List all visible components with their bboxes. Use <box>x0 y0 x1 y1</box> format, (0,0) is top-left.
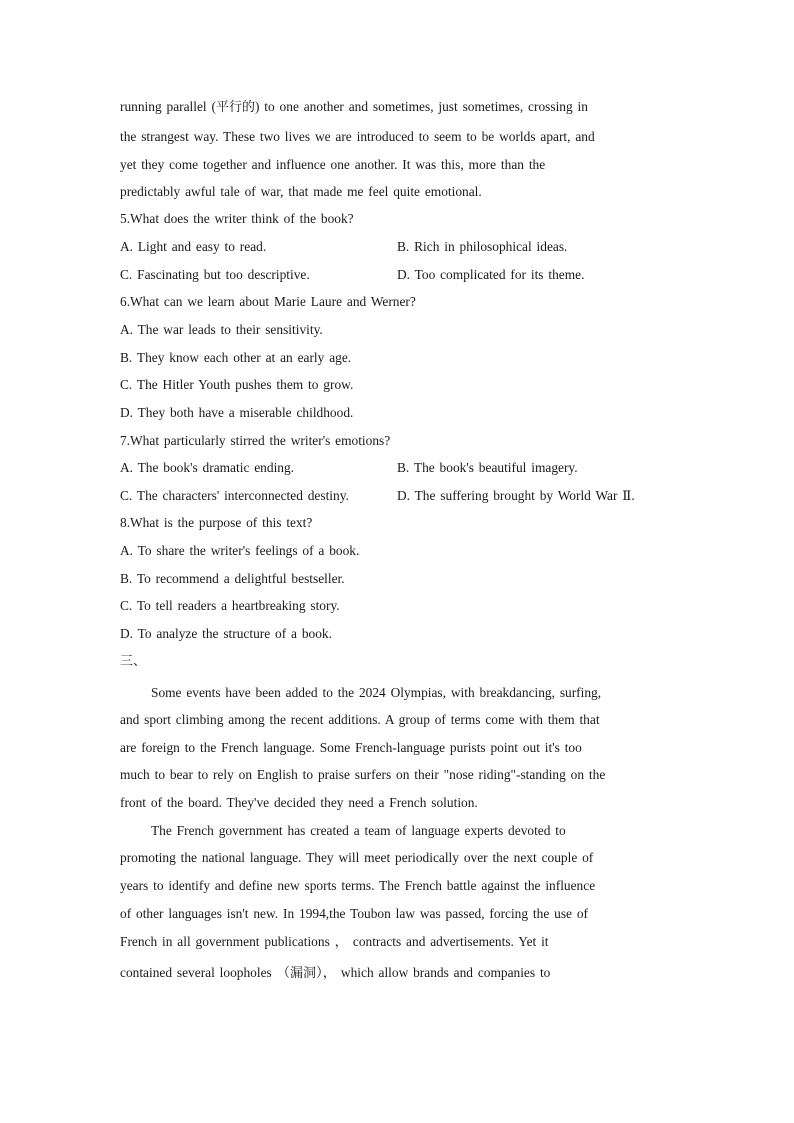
question-7-option-d: D. The suffering brought by World War Ⅱ. <box>397 488 635 503</box>
question-6-option-d: D. They both have a miserable childhood. <box>120 405 354 420</box>
question-8-stem: 8.What is the purpose of this text? <box>120 515 313 530</box>
question-8-option-a: A. To share the writer's feelings of a book. <box>120 543 360 558</box>
section-heading: 三、 <box>120 654 147 669</box>
passage-b-line-1-text: running parallel ( <box>120 99 216 114</box>
passage-c-p2-line-6 <box>120 964 550 983</box>
passage-b-line-1 <box>120 98 588 117</box>
question-7-option-c: C. The characters' interconnected destiny. <box>120 488 349 503</box>
passage-b-line-1-rest: ) to one another and sometimes, just sometimes, crossing in <box>254 99 588 114</box>
passage-c-gloss: 漏洞 <box>289 966 316 981</box>
passage-c-p1-line-5: front of the board. They've decided they need a French solution. <box>120 795 478 810</box>
question-6-option-b: B. They know each other at an early age. <box>120 350 352 365</box>
question-8-option-c: C. To tell readers a heartbreaking story. <box>120 598 340 613</box>
passage-c-p1-line-1: Some events have been added to the 2024 Olympias, with breakdancing, surfing, <box>151 685 602 700</box>
passage-c-p1-line-2: and sport climbing among the recent additions. A group of terms come with them that <box>120 712 600 727</box>
passage-b-gloss: 平行的 <box>215 100 255 115</box>
passage-b-line-4: predictably awful tale of war, that made me feel quite emotional. <box>120 184 482 199</box>
question-5-option-c: C. Fascinating but too descriptive. <box>120 267 310 282</box>
question-5-option-a: A. Light and easy to read. <box>120 239 267 254</box>
passage-c-p1-line-4: much to bear to rely on English to praise surfers on their "nose riding"-standing on the <box>120 767 606 782</box>
question-5-stem: 5.What does the writer think of the book? <box>120 211 354 226</box>
question-6-stem: 6.What can we learn about Marie Laure and Werner? <box>120 294 416 309</box>
question-8-option-b: B. To recommend a delightful bestseller. <box>120 571 345 586</box>
passage-c-p2-line-2: promoting the national language. They will meet periodically over the next couple of <box>120 850 594 865</box>
passage-c-p2-line-5: French in all government publications ， contracts and advertisements. Yet it <box>120 934 549 949</box>
question-5-option-b: B. Rich in philosophical ideas. <box>397 239 568 254</box>
passage-c-p2-line-6-rest: ）， which allow brands and companies to <box>316 965 551 980</box>
passage-c-p2-line-1: The French government has created a team of language experts devoted to <box>151 823 566 838</box>
question-5-option-d: D. Too complicated for its theme. <box>397 267 585 282</box>
question-7-option-a: A. The book's dramatic ending. <box>120 460 295 475</box>
question-6-option-a: A. The war leads to their sensitivity. <box>120 322 323 337</box>
passage-b-line-3: yet they come together and influence one another. It was this, more than the <box>120 157 546 172</box>
passage-c-p2-line-3: years to identify and define new sports terms. The French battle against the influence <box>120 878 596 893</box>
question-7-stem: 7.What particularly stirred the writer's emotions? <box>120 433 391 448</box>
passage-b-line-2: the strangest way. These two lives we are introduced to seem to be worlds apart, and <box>120 129 595 144</box>
passage-c-p1-line-3: are foreign to the French language. Some French-language purists point out it's too <box>120 740 582 755</box>
question-8-option-d: D. To analyze the structure of a book. <box>120 626 332 641</box>
question-6-option-c: C. The Hitler Youth pushes them to grow. <box>120 377 354 392</box>
question-7-option-b: B. The book's beautiful imagery. <box>397 460 578 475</box>
passage-c-p2-line-4: of other languages isn't new. In 1994,the Toubon law was passed, forcing the use of <box>120 906 588 921</box>
passage-c-p2-line-6-text: contained several loopholes （ <box>120 965 290 980</box>
